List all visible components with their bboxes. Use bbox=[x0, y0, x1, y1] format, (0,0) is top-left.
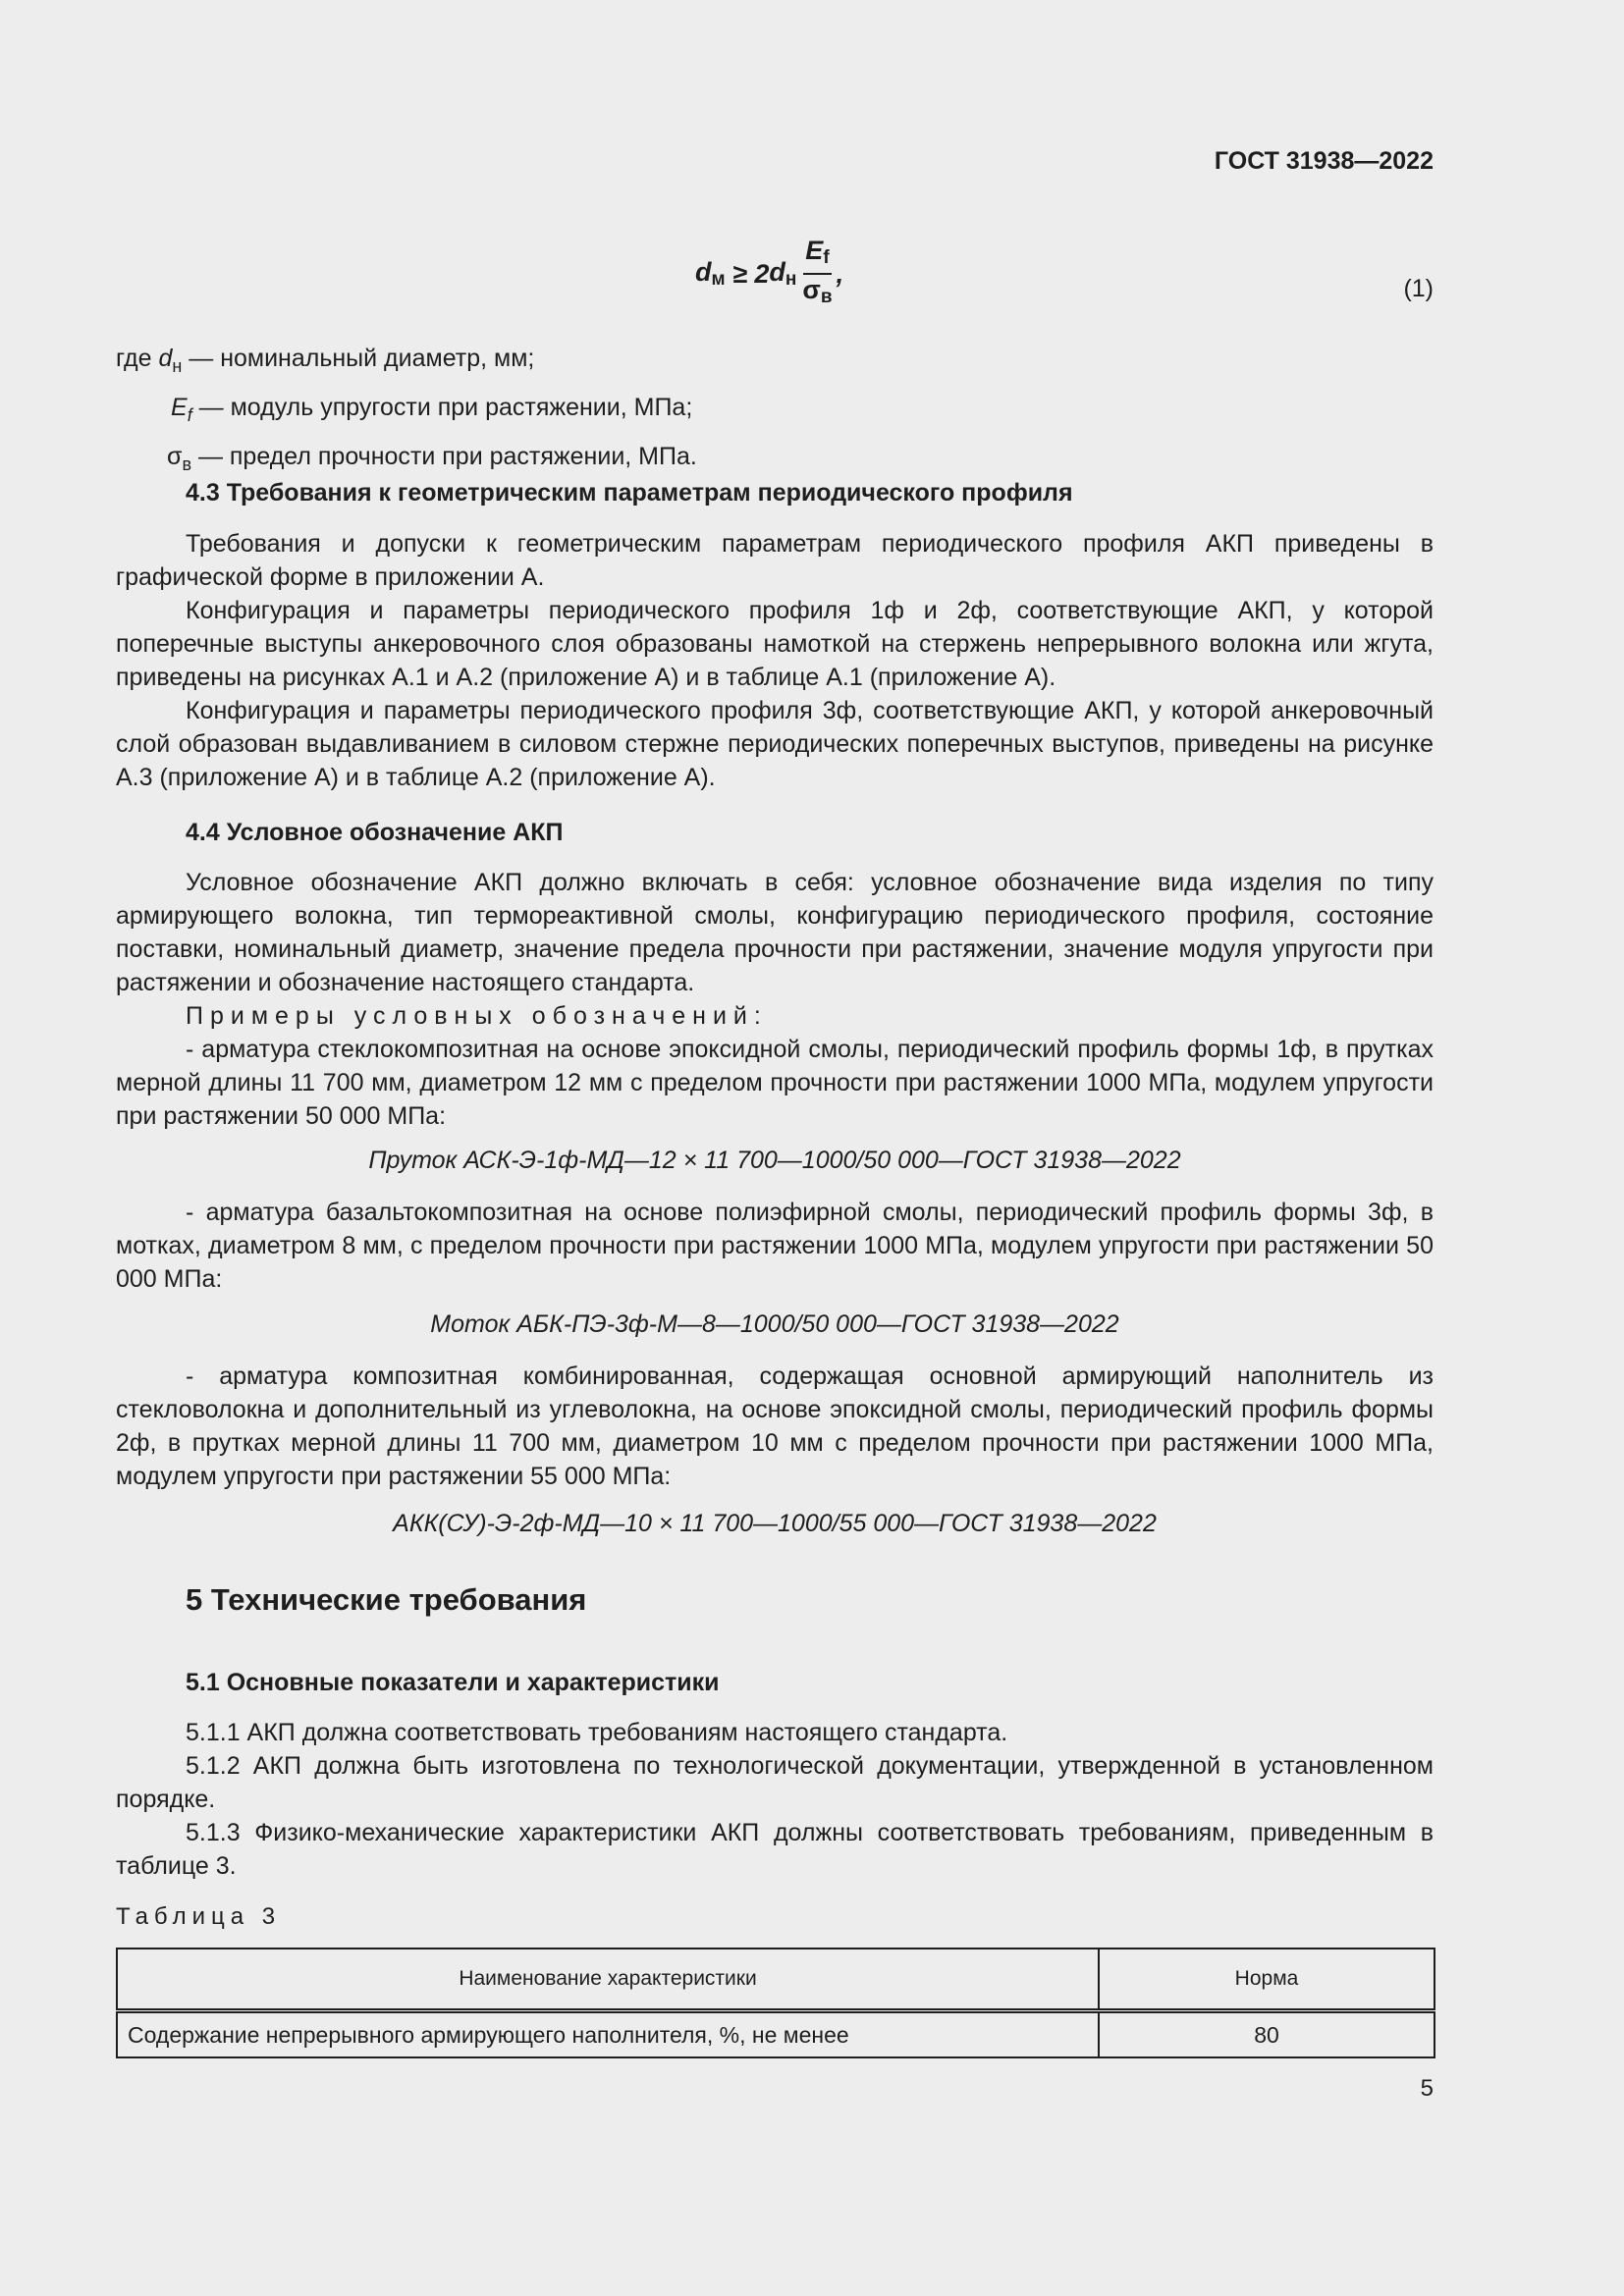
table-row bbox=[117, 2011, 1435, 2058]
fraction-denominator: $\sigma_в$ bbox=[802, 275, 833, 307]
section-5-1-title: 5.1 Основные показатели и характеристики bbox=[186, 1669, 720, 1696]
paragraph: 5.1.3 Физико-механические характеристики АКП должны соответствовать требованиям, приведенным в таблице 3. bbox=[116, 1819, 1434, 1880]
document-page bbox=[116, 0, 1434, 2296]
example-designation: Пруток АСК-Э-1ф-МД—12 × 11 700—1000/50 000—ГОСТ 31938—2022 bbox=[368, 1147, 1181, 1174]
example-description: - арматура стеклокомпозитная на основе эпоксидной смолы, периодический профиль формы 1ф, в прутках мерной длины 11 700 мм, диаметром 12 мм с пределом прочности при растяжении 1000 МПа, модулем упругости при растяжении 50 000 МПа: bbox=[116, 1036, 1434, 1130]
equation-number: (1) bbox=[1403, 275, 1434, 302]
formula-tail: , bbox=[836, 258, 844, 289]
formula-rhs-var: $d_н$ bbox=[769, 257, 797, 290]
example-description: - арматура композитная комбинированная, содержащая основной армирующий наполнитель из стекловолокна и дополнительный из углеволокна, на основе эпоксидной смолы, периодический профиль формы 2ф, в прутках мерной длины 11 700 мм, диаметром 10 мм с пределом прочности при растяжении 1000 МПа, модулем упругости при растяжении 55 000 МПа: bbox=[116, 1362, 1434, 1490]
page-number: 5 bbox=[1420, 2075, 1434, 2102]
section-5-title: 5 Технические требования bbox=[186, 1582, 587, 1617]
examples-label: Примеры условных обозначений: bbox=[186, 1002, 768, 1030]
column-header: Норма bbox=[1099, 1949, 1435, 2011]
paragraph: 5.1.2 АКП должна быть изготовлена по технологической документации, утвержденной в установленном порядке. bbox=[116, 1752, 1434, 1813]
variable-definition: где $d_н$ — номинальный диаметр, мм; bbox=[116, 345, 535, 376]
table-cell: Содержание непрерывного армирующего наполнителя, %, не менее bbox=[117, 2011, 1099, 2058]
formula-1 bbox=[695, 236, 843, 312]
table-3-title: Таблица 3 bbox=[116, 1903, 282, 1930]
formula-operator: ≥ 2 bbox=[725, 258, 770, 289]
section-4-3-title: 4.3 Требования к геометрическим параметрам периодического профиля bbox=[186, 479, 1073, 507]
variable-definitions bbox=[116, 338, 697, 485]
variable-definition: $\sigma_в$ — предел прочности при растяжении, МПа. bbox=[167, 443, 697, 474]
fraction-numerator: $E_f$ bbox=[803, 236, 831, 275]
paragraph: Условное обозначение АКП должно включать в себя: условное обозначение вида изделия по типу армирующего волокна, тип термореактивной смолы, конфигурацию периодического профиля, состояние поставки, номинальный диаметр, значение предела прочности при растяжении, значение модуля упругости при растяжении и обозначение настоящего стандарта. bbox=[116, 869, 1434, 996]
paragraph: Конфигурация и параметры периодического профиля 3ф, соответствующие АКП, у которой анкеровочный слой образован выдавливанием в силовом стержне периодических поперечных выступов, приведены на рисунке А.3 (приложение А) и в таблице А.2 (приложение А). bbox=[116, 697, 1434, 791]
paragraph: Требования и допуски к геометрическим параметрам периодического профиля АКП приведены в графической форме в приложении А. bbox=[116, 530, 1434, 591]
paragraph: 5.1.1 АКП должна соответствовать требованиям настоящего стандарта. bbox=[186, 1719, 1008, 1746]
example-designation: Моток АБК-ПЭ-3ф-М—8—1000/50 000—ГОСТ 31938—2022 bbox=[430, 1310, 1119, 1338]
standard-designation: ГОСТ 31938—2022 bbox=[1214, 147, 1434, 175]
formula-lhs: $d_м$ bbox=[695, 257, 726, 290]
example-description: - арматура базальтокомпозитная на основе полиэфирной смолы, периодический профиль формы 3ф, в мотках, диаметром 8 мм, с пределом прочности при растяжении 1000 МПа, модулем упругости при растяжении 50 000 МПа: bbox=[116, 1199, 1434, 1293]
variable-definition: $E_f$ — модуль упругости при растяжении, МПа; bbox=[171, 394, 693, 425]
paragraph: Конфигурация и параметры периодического профиля 1ф и 2ф, соответствующие АКП, у которой поперечные выступы анкеровочного слоя образованы намоткой на стержень непрерывного волокна или жгута, приведены на рисунках А.1 и А.2 (приложение А) и в таблице А.1 (приложение А). bbox=[116, 597, 1434, 691]
example-designation: АКК(СУ)-Э-2ф-МД—10 × 11 700—1000/55 000—ГОСТ 31938—2022 bbox=[393, 1510, 1157, 1537]
table-3 bbox=[116, 1948, 1435, 2058]
section-4-4-title: 4.4 Условное обозначение АКП bbox=[186, 819, 564, 846]
column-header: Наименование характеристики bbox=[117, 1949, 1099, 2011]
table-cell: 80 bbox=[1099, 2011, 1435, 2058]
table-header-row bbox=[117, 1949, 1435, 2011]
formula-fraction bbox=[800, 236, 834, 312]
